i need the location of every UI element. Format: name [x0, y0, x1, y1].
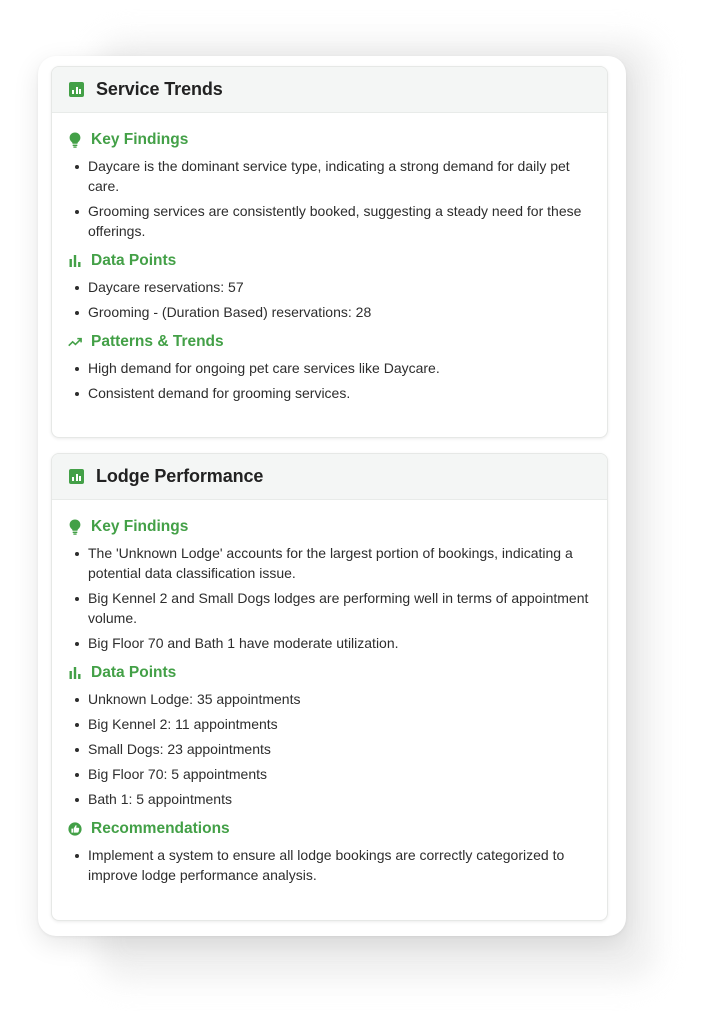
section-heading-data-points: Data Points — [68, 662, 591, 684]
section-heading-key-findings: Key Findings — [68, 129, 591, 151]
card-header — [52, 67, 607, 113]
card-header — [52, 454, 607, 500]
analytics-icon — [69, 469, 84, 484]
list-item: Implement a system to ensure all lodge bookings are correctly categorized to improve lodge performance analysis. — [68, 845, 591, 885]
list-item: Big Floor 70: 5 appointments — [68, 764, 591, 784]
lightbulb-icon — [68, 519, 82, 535]
lodge-performance-card — [51, 453, 608, 921]
thumbs-up-icon — [68, 821, 82, 837]
service-trends-card — [51, 66, 608, 438]
list-item: Big Kennel 2 and Small Dogs lodges are performing well in terms of appointment volume. — [68, 588, 591, 628]
bar-chart-icon — [68, 253, 82, 269]
section-heading-key-findings: Key Findings — [68, 516, 591, 538]
list-item: Unknown Lodge: 35 appointments — [68, 689, 591, 709]
section-heading-patterns-trends: Patterns & Trends — [68, 331, 591, 353]
card-title: Lodge Performance — [96, 466, 264, 486]
section-heading-data-points: Data Points — [68, 250, 591, 272]
list-item: Consistent demand for grooming services. — [68, 383, 591, 403]
card-title: Service Trends — [96, 79, 223, 99]
list-item: Grooming services are consistently booked, suggesting a steady need for these offerings. — [68, 201, 591, 241]
list-item: The 'Unknown Lodge' accounts for the largest portion of bookings, indicating a potential data classification issue. — [68, 543, 591, 583]
list-item: Big Floor 70 and Bath 1 have moderate utilization. — [68, 633, 591, 653]
list-item: Big Kennel 2: 11 appointments — [68, 714, 591, 734]
list-item: Small Dogs: 23 appointments — [68, 739, 591, 759]
section-heading-recommendations: Recommendations — [68, 818, 591, 840]
list-item: Daycare is the dominant service type, indicating a strong demand for daily pet care. — [68, 156, 591, 196]
lightbulb-icon — [68, 132, 82, 148]
list-item: High demand for ongoing pet care services like Daycare. — [68, 358, 591, 378]
list-item: Grooming - (Duration Based) reservations: 28 — [68, 302, 591, 322]
trending-up-icon — [68, 334, 82, 350]
list-item: Bath 1: 5 appointments — [68, 789, 591, 809]
bar-chart-icon — [68, 665, 82, 681]
list-item: Daycare reservations: 57 — [68, 277, 591, 297]
analytics-icon — [69, 82, 84, 97]
